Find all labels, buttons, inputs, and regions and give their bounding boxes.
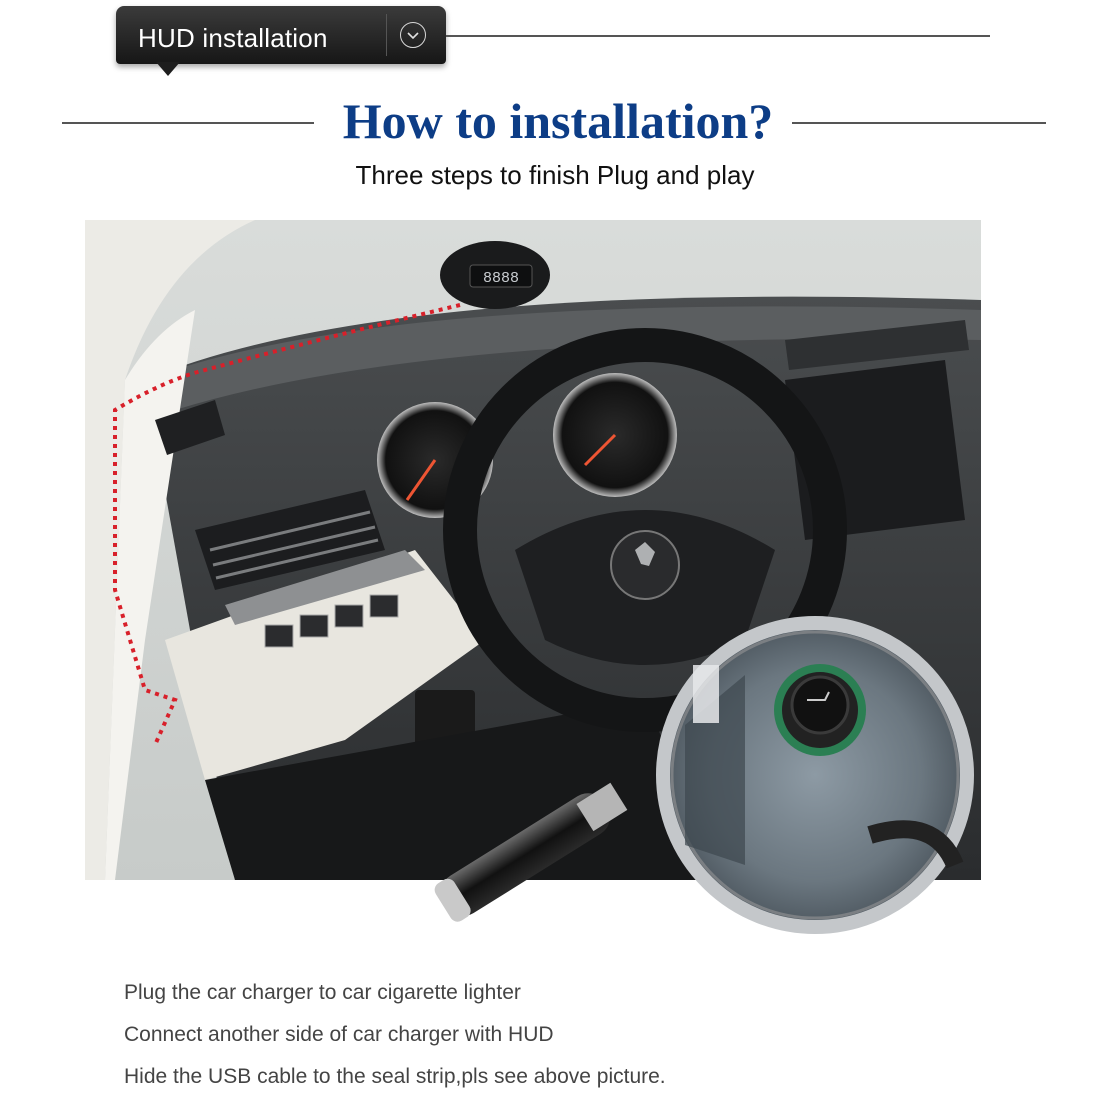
step-3-text: Hide the USB cable to the seal strip,pls see above picture. bbox=[124, 1065, 666, 1088]
tab-divider bbox=[386, 14, 387, 56]
chevron-down-icon[interactable] bbox=[400, 22, 426, 48]
title-rule-left bbox=[62, 122, 314, 124]
magnifier-icon bbox=[415, 605, 985, 960]
hud-device bbox=[440, 241, 550, 309]
page-subtitle: Three steps to finish Plug and play bbox=[355, 160, 755, 190]
page-title: How to installation? bbox=[342, 93, 774, 149]
section-tab-label: HUD installation bbox=[138, 23, 328, 53]
hud-display-digits: 8888 bbox=[482, 270, 520, 287]
step-1-text: Plug the car charger to car cigarette lighter bbox=[124, 981, 521, 1004]
step-2-text: Connect another side of car charger with HUD bbox=[124, 1023, 554, 1046]
section-tab[interactable] bbox=[116, 6, 446, 64]
title-rule-right bbox=[792, 122, 1046, 124]
header-rule bbox=[446, 35, 990, 37]
tab-pointer bbox=[156, 62, 180, 76]
instruction-steps bbox=[124, 972, 1024, 1098]
